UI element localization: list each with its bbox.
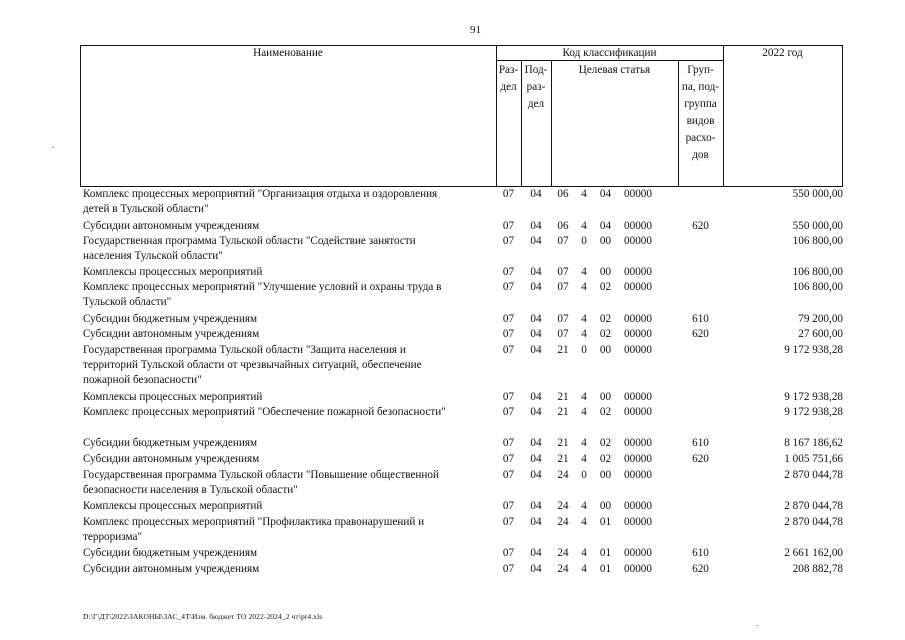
row-razdel: 07 [502,547,515,559]
row-amount: 550 000,00 [792,220,843,232]
row-name-line: Комплекс процессных мероприятий "Обеспечение пожарной безопасности" [83,406,446,418]
row-cs3: 02 [599,406,612,418]
row-podrazdel: 04 [530,313,542,325]
row-name-line: Государственная программа Тульской области "Содействие занятости [83,235,416,247]
table-row [83,546,843,561]
row-name [83,280,493,310]
row-cs4: 00000 [624,547,652,559]
row-name-line: Субсидии автономным учреждениям [83,453,260,465]
row-cs2: 4 [581,453,587,465]
row-razdel: 07 [502,328,515,340]
row-cs4: 00000 [624,406,652,418]
header-subsection: Под- раз- дел [524,64,548,110]
row-cs3: 01 [599,547,612,559]
row-cs1: 21 [557,437,569,449]
row-amount: 106 800,00 [792,266,843,278]
margin-dot: . [52,140,55,150]
footer-file-path: D:\Г\ДТ\2022\ЗАКОНЫ\ЗАС_4Т\Изм. бюджет ТО 2022-2024_2 чт\pr4.xls [83,612,323,621]
row-razdel: 07 [502,500,515,512]
row-cs3: 00 [599,500,612,512]
row-name-line: Комплексы процессных мероприятий [83,266,263,278]
row-vid: 620 [692,563,709,575]
header-right-border [842,45,843,187]
row-cs1: 06 [557,188,569,200]
row-cs2: 4 [581,563,587,575]
row-podrazdel: 04 [530,188,542,200]
row-cs3: 00 [599,391,612,403]
row-vid: 610 [692,547,709,559]
row-cs3: 04 [599,188,612,200]
header-target-article: Целевая статья [578,64,651,76]
row-name [83,452,493,467]
row-podrazdel: 04 [530,469,542,481]
row-name-line: безопасности населения в Тульской области" [83,484,298,496]
row-amount: 8 167 186,62 [784,437,843,449]
row-cs1: 21 [557,453,569,465]
row-cs1: 24 [557,469,569,481]
row-name [83,390,493,405]
row-cs2: 4 [581,547,587,559]
row-cs2: 4 [581,313,587,325]
row-podrazdel: 04 [530,266,542,278]
row-cs4: 00000 [624,281,652,293]
row-cs4: 00000 [624,220,652,232]
row-name [83,405,493,420]
row-cs3: 02 [599,437,612,449]
row-cs2: 4 [581,406,587,418]
row-cs4: 00000 [624,453,652,465]
row-name [83,187,493,217]
header-name: Наименование [253,47,323,59]
table-row [83,468,843,498]
row-podrazdel: 04 [530,500,542,512]
row-vid: 620 [692,453,709,465]
row-podrazdel: 04 [530,344,542,356]
table-row [83,312,843,327]
row-amount: 2 870 044,78 [784,516,843,528]
row-amount: 79 200,00 [798,313,843,325]
row-cs2: 4 [581,328,587,340]
row-name [83,562,493,577]
row-amount: 208 882,78 [792,563,843,575]
table-row [83,499,843,514]
row-cs2: 0 [581,344,587,356]
row-amount: 2 870 044,78 [784,500,843,512]
row-cs1: 24 [557,500,569,512]
row-cs3: 00 [599,266,612,278]
row-razdel: 07 [502,437,515,449]
row-cs4: 00000 [624,344,652,356]
row-cs3: 02 [599,328,612,340]
table-row [83,234,843,264]
header-section: Раз- дел [498,64,519,93]
row-cs4: 00000 [624,437,652,449]
row-cs2: 4 [581,437,587,449]
row-razdel: 07 [502,281,515,293]
page-number: 91 [470,24,481,36]
row-razdel: 07 [502,516,515,528]
row-podrazdel: 04 [530,328,542,340]
row-name-line: детей в Тульской области" [83,203,209,215]
row-amount: 2 870 044,78 [784,469,843,481]
row-cs2: 4 [581,516,587,528]
row-cs4: 00000 [624,391,652,403]
row-cs2: 4 [581,220,587,232]
row-vid: 610 [692,437,709,449]
row-podrazdel: 04 [530,391,542,403]
row-cs3: 01 [599,563,612,575]
row-razdel: 07 [502,220,515,232]
row-cs4: 00000 [624,188,652,200]
row-podrazdel: 04 [530,235,542,247]
row-name-line: Субсидии бюджетным учреждениям [83,547,258,559]
row-name-line: пожарной безопасности" [83,374,202,386]
row-cs1: 07 [557,235,569,247]
row-vid: 610 [692,313,709,325]
row-cs3: 02 [599,313,612,325]
row-cs3: 02 [599,281,612,293]
row-cs2: 4 [581,266,587,278]
row-vid: 620 [692,220,709,232]
row-name-line: Субсидии автономным учреждениям [83,220,260,232]
row-cs2: 0 [581,235,587,247]
table-row [83,452,843,467]
table-row [83,436,843,451]
row-podrazdel: 04 [530,563,542,575]
row-name-line: Субсидии бюджетным учреждениям [83,313,258,325]
row-cs2: 4 [581,500,587,512]
row-cs4: 00000 [624,469,652,481]
row-amount: 27 600,00 [798,328,843,340]
row-cs1: 21 [557,406,569,418]
row-name-line: территорий Тульской области от чрезвычайных ситуаций, обеспечение [83,359,422,371]
row-name-line: Комплекс процессных мероприятий "Профилактика правонарушений и [83,516,425,528]
row-name [83,265,493,280]
row-cs4: 00000 [624,516,652,528]
table-row [83,280,843,310]
row-cs1: 24 [557,563,569,575]
row-name-line: Тульской области" [83,296,172,308]
row-razdel: 07 [502,391,515,403]
row-name [83,327,493,342]
header-year: 2022 год [762,47,803,59]
row-cs4: 00000 [624,235,652,247]
header-col-divider-subsection [551,60,552,187]
row-cs1: 07 [557,328,569,340]
row-cs4: 00000 [624,563,652,575]
table-row [83,219,843,234]
row-razdel: 07 [502,266,515,278]
row-amount: 9 172 938,28 [784,391,843,403]
row-cs3: 00 [599,344,612,356]
row-cs1: 06 [557,220,569,232]
row-podrazdel: 04 [530,281,542,293]
row-cs3: 04 [599,220,612,232]
table-row [83,265,843,280]
row-name [83,546,493,561]
row-name [83,468,493,498]
row-name-line: Субсидии бюджетным учреждениям [83,437,258,449]
row-cs3: 00 [599,235,612,247]
row-cs1: 07 [557,313,569,325]
table-row [83,327,843,342]
row-name [83,436,493,451]
row-razdel: 07 [502,453,515,465]
row-name-line: населения Тульской области" [83,250,223,262]
row-cs4: 00000 [624,266,652,278]
row-cs1: 24 [557,547,569,559]
row-amount: 106 800,00 [792,235,843,247]
row-cs2: 0 [581,469,587,481]
row-podrazdel: 04 [530,453,542,465]
row-amount: 1 005 751,66 [784,453,843,465]
row-amount: 550 000,00 [792,188,843,200]
header-col-divider-group [723,45,724,187]
row-podrazdel: 04 [530,437,542,449]
row-cs4: 00000 [624,313,652,325]
row-name-line: Субсидии автономным учреждениям [83,328,260,340]
row-cs2: 4 [581,188,587,200]
row-name-line: Комплекс процессных мероприятий "Улучшение условий и охраны труда в [83,281,442,293]
header-left-border [80,45,81,187]
row-name [83,219,493,234]
row-name [83,515,493,545]
row-razdel: 07 [502,406,515,418]
row-razdel: 07 [502,563,515,575]
table-row [83,390,843,405]
row-name [83,343,493,388]
margin-dot-bottom: . [756,618,759,628]
row-name [83,234,493,264]
row-cs4: 00000 [624,328,652,340]
row-cs4: 00000 [624,500,652,512]
row-name-line: Государственная программа Тульской области "Повышение общественной [83,469,439,481]
row-name-line: Государственная программа Тульской области "Защита населения и [83,344,406,356]
row-razdel: 07 [502,188,515,200]
row-name [83,499,493,514]
row-vid: 620 [692,328,709,340]
row-cs1: 21 [557,344,569,356]
row-cs1: 07 [557,281,569,293]
row-name-line: Комплекс процессных мероприятий "Организация отдыха и оздоровления [83,188,438,200]
row-cs1: 24 [557,516,569,528]
table-row [83,562,843,577]
table-row [83,187,843,217]
table-row [83,515,843,545]
row-cs3: 00 [599,469,612,481]
row-cs3: 01 [599,516,612,528]
row-podrazdel: 04 [530,220,542,232]
row-cs2: 4 [581,391,587,403]
row-cs1: 07 [557,266,569,278]
header-expense-group: Груп- па, под- группа видов расхо- дов [681,64,720,161]
row-amount: 9 172 938,28 [784,406,843,418]
row-podrazdel: 04 [530,406,542,418]
row-razdel: 07 [502,235,515,247]
row-podrazdel: 04 [530,547,542,559]
table-row [83,405,843,420]
row-name-line: Субсидии автономным учреждениям [83,563,260,575]
row-razdel: 07 [502,469,515,481]
row-name-line: терроризма" [83,531,143,543]
row-amount: 106 800,00 [792,281,843,293]
row-razdel: 07 [502,344,515,356]
row-razdel: 07 [502,313,515,325]
header-classification-code: Код классификации [562,47,657,59]
row-name-line: Комплексы процессных мероприятий [83,500,263,512]
row-podrazdel: 04 [530,516,542,528]
row-name [83,312,493,327]
row-name-line: Комплексы процессных мероприятий [83,391,263,403]
row-amount: 2 661 162,00 [784,547,843,559]
row-cs1: 21 [557,391,569,403]
table-row [83,343,843,388]
row-cs2: 4 [581,281,587,293]
row-cs3: 02 [599,453,612,465]
row-amount: 9 172 938,28 [784,344,843,356]
